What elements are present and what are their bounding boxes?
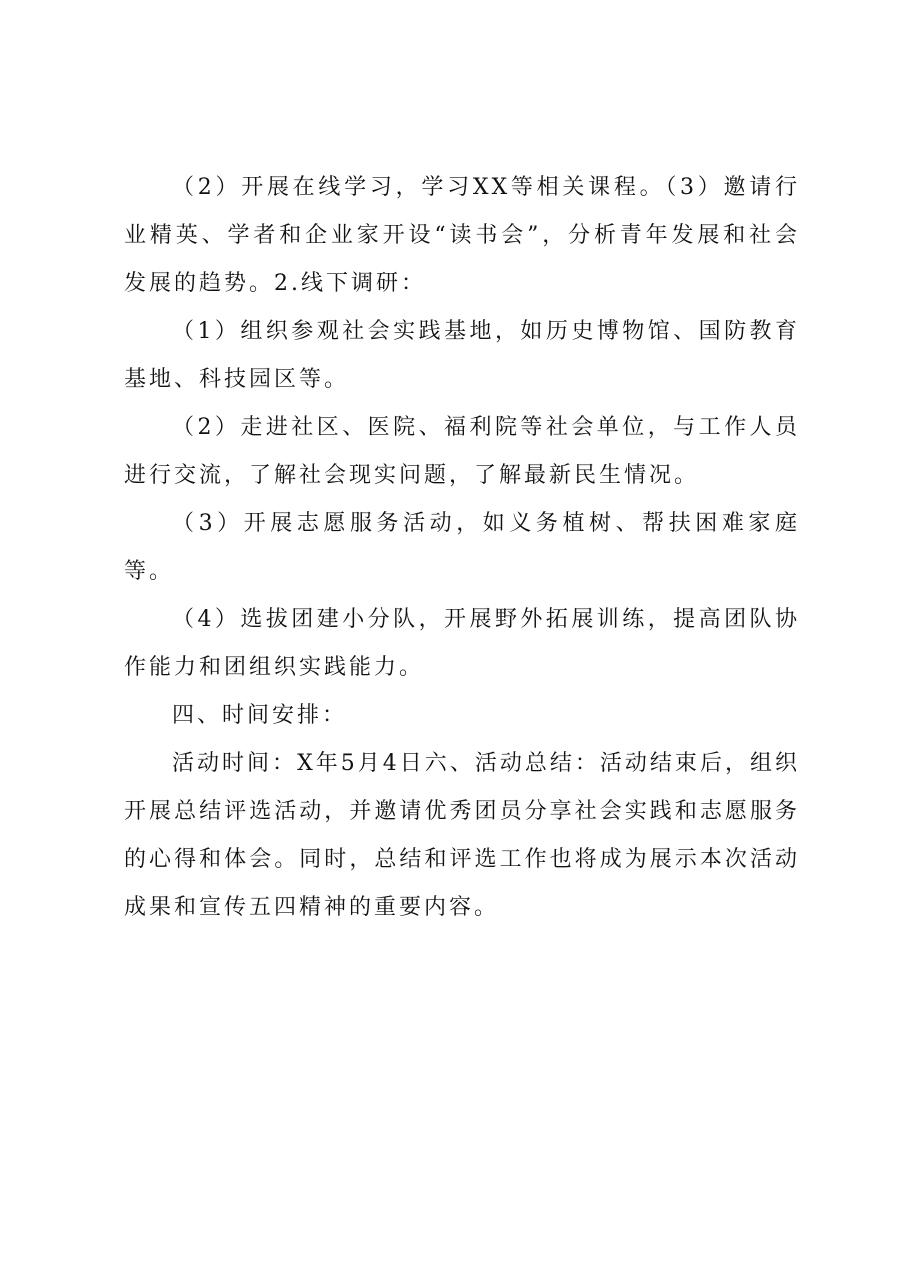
section-heading-schedule: 四、时间安排： (172, 703, 348, 728)
paragraph-team-training: （4）选拔团建小分队，开展野外拓展训练，提高团队协作能力和团组织实践能力。 (124, 607, 800, 680)
paragraph-activity-summary: 活动时间：X年5月4日六、活动总结：活动结束后，组织开展总结评选活动，并邀请优秀团员分享社会实践和志愿服务的心得和体会。同时，总结和评选工作也将成为展示本次活动成果和宣传五四精神的重要内容。 (124, 751, 800, 920)
paragraph-online-learning: （2）开展在线学习，学习XX等相关课程。（3）邀请行业精英、学者和企业家开设“读书会”，分析青年发展和社会发展的趋势。2.线下调研： (124, 175, 800, 296)
document-body (124, 164, 800, 932)
paragraph-community-visits: （2）走进社区、医院、福利院等社会单位，与工作人员进行交流，了解社会现实问题，了解最新民生情况。 (124, 415, 800, 488)
paragraph-visit-bases: （1）组织参观社会实践基地，如历史博物馆、国防教育基地、科技园区等。 (124, 319, 800, 392)
paragraph-volunteer-service: （3）开展志愿服务活动，如义务植树、帮扶困难家庭等。 (124, 511, 800, 584)
